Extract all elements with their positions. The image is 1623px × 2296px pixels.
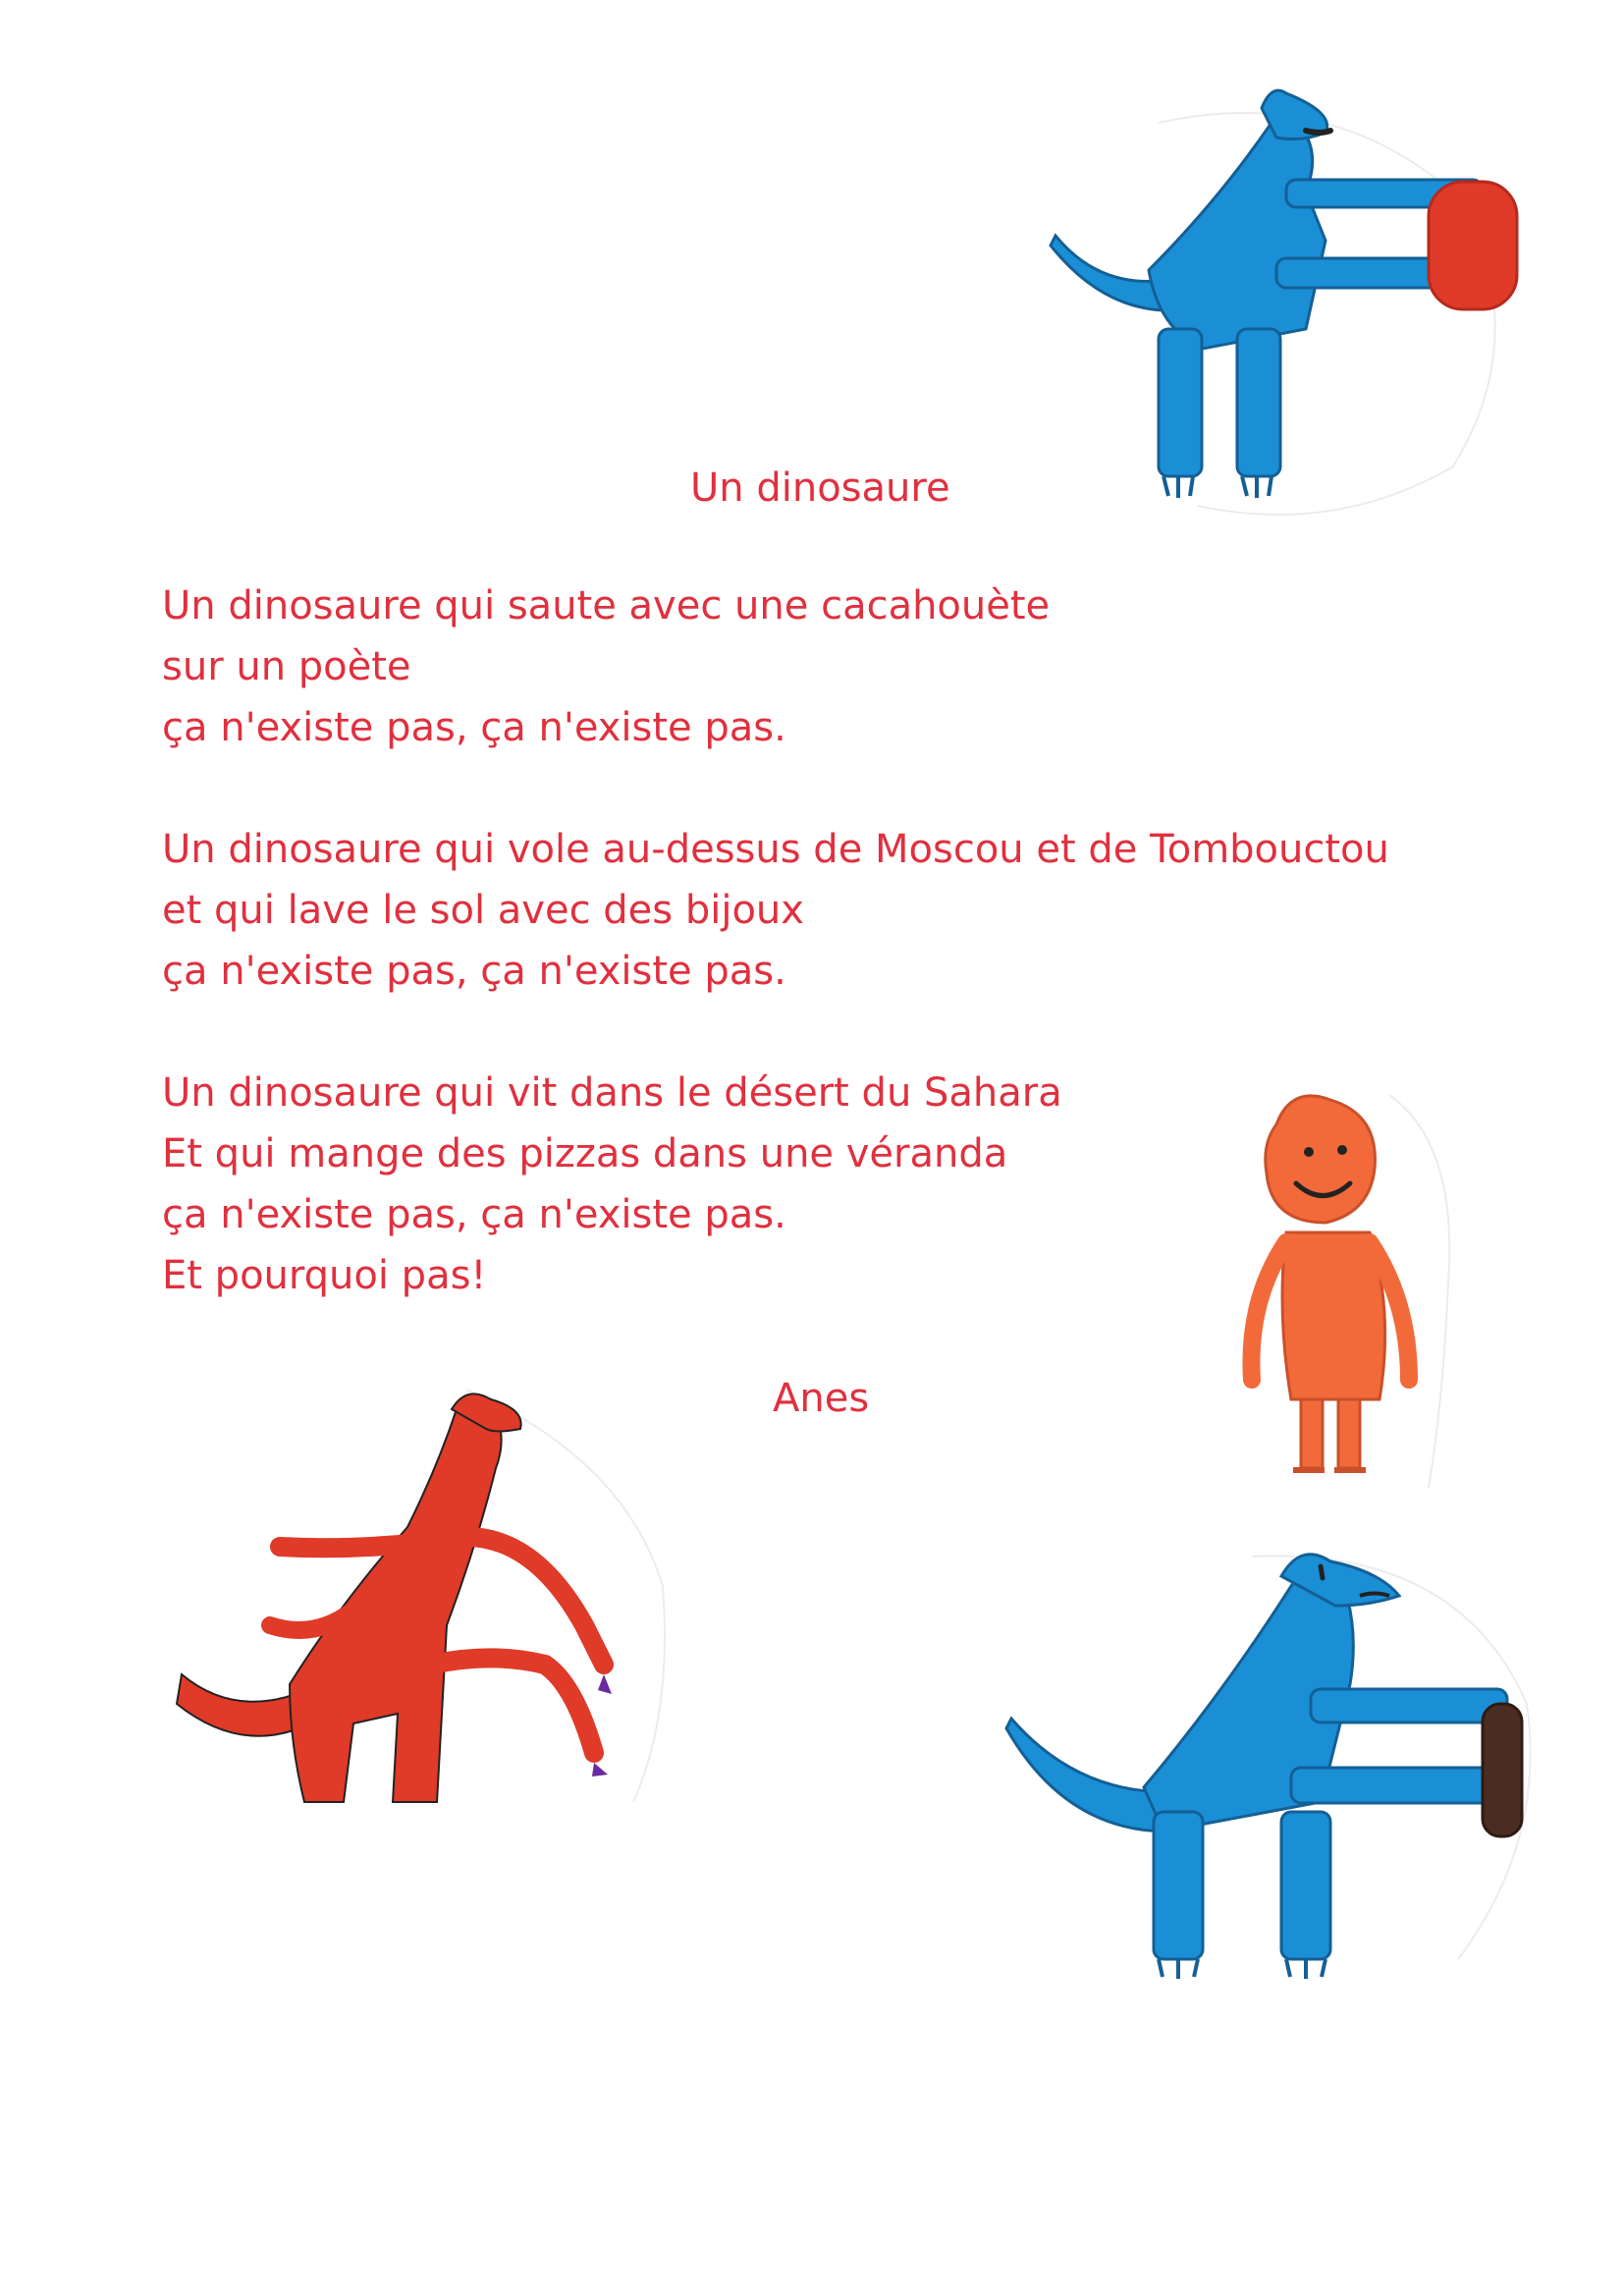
poem-line: Un dinosaure qui vit dans le désert du Sahara (162, 1070, 1062, 1116)
poem-stanza-3 (162, 1063, 1062, 1306)
poem-stanza-2 (162, 819, 1389, 1002)
poem-line: sur un poète (162, 644, 411, 689)
poem-line: Un dinosaure qui saute avec une cacahouète (162, 583, 1051, 629)
poem-line: Un dinosaure qui vole au-dessus de Moscou et de Tombouctou (162, 827, 1389, 872)
poem-line: et qui lave le sol avec des bijoux (162, 888, 804, 933)
poem-line: ça n'existe pas, ça n'existe pas. (162, 705, 786, 750)
poem-author: Anes (773, 1376, 870, 1421)
poem-stanza-1 (162, 575, 1050, 758)
poem-title: Un dinosaure (690, 465, 950, 511)
orange-person-icon (1232, 1085, 1458, 1498)
poem-line: Et qui mange des pizzas dans une véranda (162, 1131, 1008, 1176)
poem-line: ça n'existe pas, ça n'existe pas. (162, 949, 786, 994)
blue-dinosaur-red-ball-icon (1041, 83, 1532, 535)
red-dinosaur-icon (172, 1390, 682, 1861)
poem-line: ça n'existe pas, ça n'existe pas. (162, 1192, 786, 1237)
poem-line: Et pourquoi pas! (162, 1253, 487, 1298)
blue-dinosaur-brown-ball-icon (997, 1547, 1546, 1989)
